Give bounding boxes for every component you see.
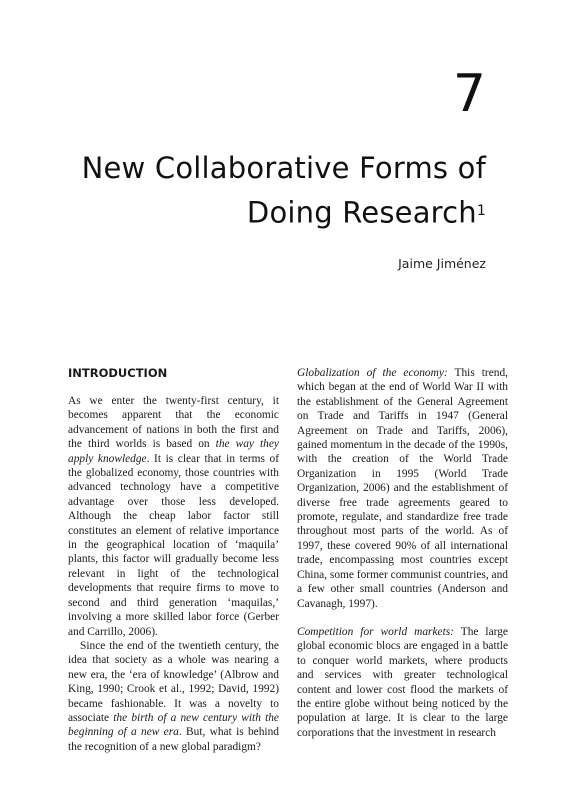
section-heading-introduction: INTRODUCTION bbox=[68, 366, 168, 380]
chapter-number: 7 bbox=[452, 64, 486, 124]
text-span: . But, what is behind the recognition of a new global paradigm? bbox=[68, 726, 279, 753]
text-span: . It is clear that in terms of the globalized economy, those countries with advanced technology have a competitive advantage over those less developed. Although the cheap labor factor still constitutes an element of relative importance in the geographical location of ‘maquila’ plants, this factor will gradually become less relevant in light of the technological developments that require firms to move to second and third generation ‘maquilas,’ involving a more skilled labor force (Gerber and Carrillo, 2006). bbox=[68, 452, 279, 638]
paragraph bbox=[297, 625, 508, 740]
author-name: Jaime Jiménez bbox=[398, 256, 486, 271]
right-column bbox=[297, 366, 508, 740]
paragraph bbox=[297, 366, 508, 611]
paragraph bbox=[68, 639, 279, 754]
chapter-title-line-1: New Collaborative Forms of bbox=[81, 151, 486, 185]
emphasis: Globalization of the economy: bbox=[297, 367, 448, 379]
text-span: The large global economic blocs are engaged in a battle to conquer world markets, where products and services with greater technological content and lower cost flood the markets of the entire globe without being noticed by the population at large. It is clear to the large corporations that the investment in research bbox=[297, 625, 508, 739]
paragraph bbox=[68, 394, 279, 639]
left-column bbox=[68, 366, 279, 754]
emphasis: Competition for world markets: bbox=[297, 625, 454, 638]
text-span: This trend, which began at the end of World War II with the establishment of the General Agreement on Trade and Tariffs in 1947 (General Agreement on Trade and Tariffs, 2006), gained momentum in the decade of the 1990s, with the creation of the World Trade Organization in 1995 (World Trade Organization, 2006) and the establishment of diverse free trade agreements geared to promote, regulate, and standardize free trade throughout most parts of the world. As of 1997, these covered 90% of all international trade, encompassing most countries except China, some former communist countries, and a few other small countries (Anderson and Cavanagh, 1997). bbox=[297, 367, 508, 610]
chapter-title-line-2 bbox=[82, 188, 486, 233]
emphasis: the birth of a new century with the beginning of a new era bbox=[68, 711, 279, 739]
text-span: As we enter the twenty-first century, it becomes apparent that the economic advancement of nations in both the first and the third worlds is based on bbox=[68, 395, 279, 451]
footnote-mark[interactable]: 1 bbox=[476, 203, 486, 219]
emphasis: the way they apply knowledge bbox=[68, 438, 279, 465]
text-span: Since the end of the twentieth century, the idea that society as a whole was nearing a new era, the ‘era of knowledge’ (Albrow and King, 1990; Crook et al., 1992; David, 1992) became fashionable. It was a novelty to associate bbox=[68, 639, 279, 724]
chapter-title-line-2-text: Doing Research bbox=[246, 195, 477, 230]
chapter-title bbox=[82, 148, 486, 233]
